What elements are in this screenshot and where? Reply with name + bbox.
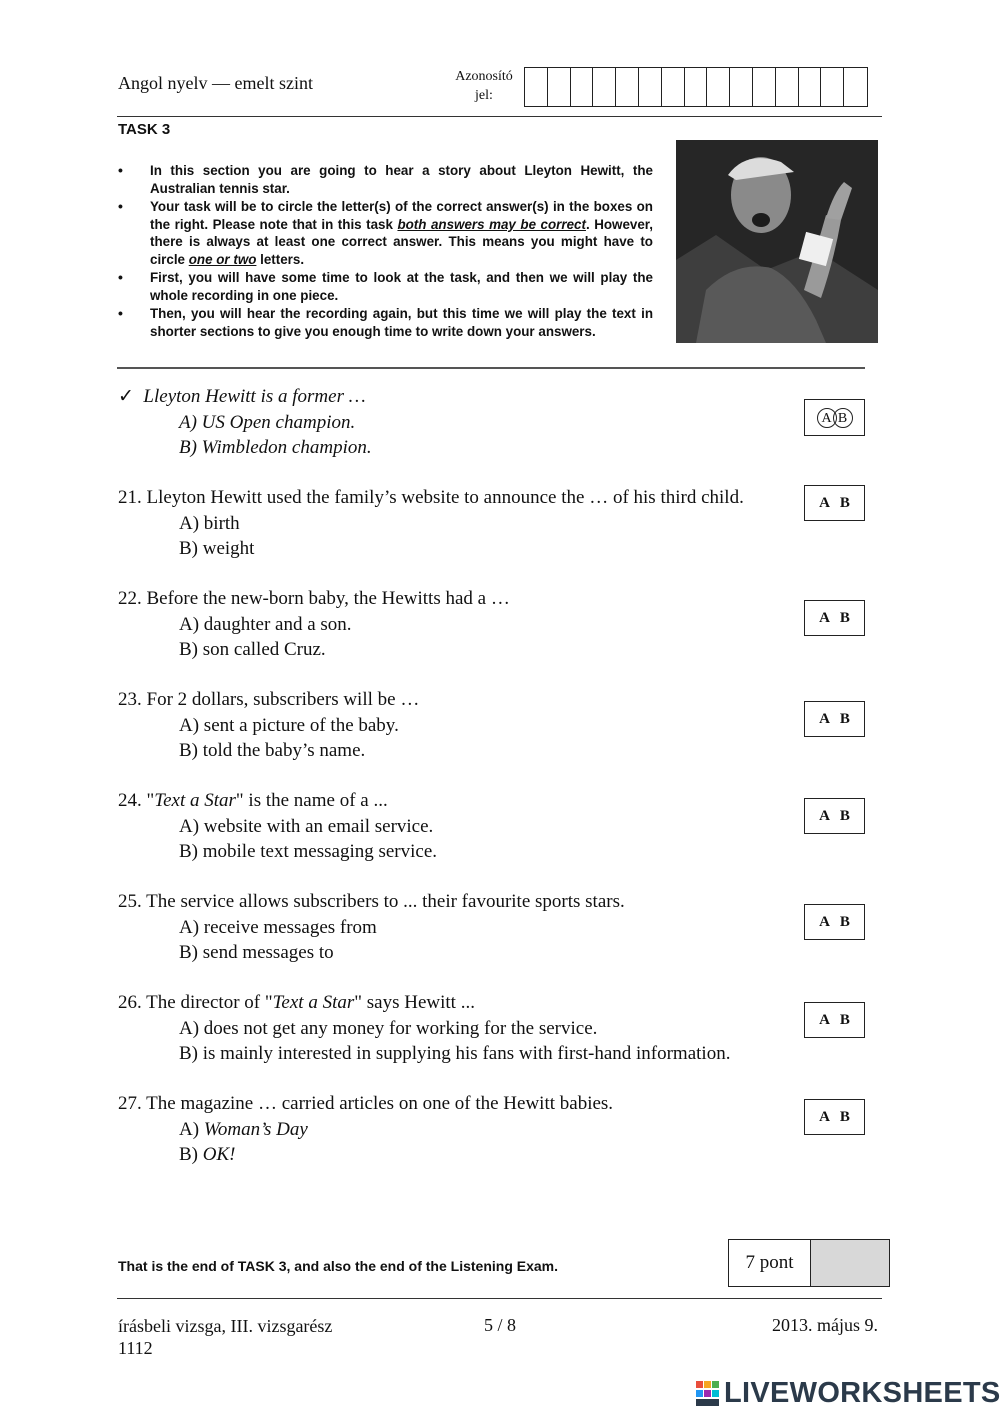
- id-cell[interactable]: [799, 68, 822, 106]
- option-b: B) is mainly interested in supplying his fans with first-hand information.: [179, 1043, 731, 1064]
- circled-a: A: [817, 408, 837, 428]
- answer-b[interactable]: B: [839, 609, 850, 626]
- option-a: A) daughter and a son.: [179, 613, 352, 635]
- answer-a[interactable]: A: [819, 1011, 830, 1028]
- circled-b: B: [833, 408, 853, 428]
- id-label-line1: Azonosító: [455, 69, 513, 84]
- section-rule: [117, 367, 865, 369]
- id-cell[interactable]: [821, 68, 844, 106]
- question-22: [118, 586, 510, 663]
- example-answer-box: [804, 399, 865, 436]
- answer-box-23[interactable]: [804, 701, 865, 737]
- stem-italic: Text a Star: [154, 790, 236, 811]
- answer-b[interactable]: B: [839, 913, 850, 930]
- answer-b[interactable]: B: [839, 807, 850, 824]
- answer-box-25[interactable]: [804, 904, 865, 940]
- id-cell[interactable]: [571, 68, 594, 106]
- example-stem-text: Lleyton Hewitt is a former …: [143, 386, 366, 407]
- option-a: A) sent a picture of the baby.: [179, 714, 399, 736]
- question-25: [118, 889, 625, 966]
- option-italic: Woman’s Day: [203, 1118, 308, 1140]
- instruction-emphasis: one or two: [188, 252, 257, 268]
- option-italic: OK!: [202, 1144, 236, 1165]
- answer-box-27[interactable]: [804, 1099, 865, 1135]
- score-box: [728, 1239, 890, 1287]
- answer-b[interactable]: B: [839, 1108, 850, 1125]
- answer-b[interactable]: B: [839, 710, 850, 727]
- stem-text: 24. ": [118, 790, 155, 811]
- footer-code: 1112: [118, 1338, 153, 1358]
- page-number: 5 / 8: [484, 1315, 517, 1335]
- answer-box-22[interactable]: [804, 600, 865, 636]
- question-26: [118, 990, 730, 1067]
- answer-box-24[interactable]: [804, 798, 865, 834]
- score-fill-field[interactable]: [811, 1240, 889, 1286]
- question-stem: [118, 990, 730, 1016]
- option-b: B) told the baby’s name.: [179, 740, 366, 761]
- footer-exam-part: írásbeli vizsga, III. vizsgarész: [118, 1316, 333, 1336]
- id-cell[interactable]: [844, 68, 867, 106]
- answer-b[interactable]: B: [839, 494, 850, 511]
- option-a: A) does not get any money for working for the service.: [179, 1017, 598, 1039]
- question-24: [118, 788, 437, 865]
- end-of-task-text: That is the end of TASK 3, and also the end of the Listening Exam.: [118, 1258, 559, 1274]
- stem-text: " is the name of a ...: [235, 790, 388, 811]
- option-b: [118, 1142, 613, 1168]
- id-cell[interactable]: [776, 68, 799, 106]
- score-label: 7 pont: [729, 1240, 811, 1286]
- instruction-item: • In this section you are going to hear a story about Lleyton Hewitt, the Australian tennis star.: [118, 162, 653, 197]
- option-b: B) send messages to: [179, 942, 334, 963]
- id-cell[interactable]: [639, 68, 662, 106]
- question-stem: [118, 788, 437, 814]
- check-icon: ✓: [118, 386, 134, 407]
- liveworksheets-wordmark: LIVEWORKSHEETS: [724, 1377, 1000, 1409]
- liveworksheets-logo: [696, 1377, 1000, 1410]
- option-b: B) son called Cruz.: [179, 639, 326, 660]
- id-cell[interactable]: [753, 68, 776, 106]
- question-stem: 25. The service allows subscribers to ... their favourite sports stars.: [118, 891, 625, 912]
- answer-a[interactable]: A: [819, 1108, 830, 1125]
- instruction-text: letters.: [256, 252, 305, 268]
- answer-a[interactable]: A: [819, 710, 830, 727]
- id-cell[interactable]: [685, 68, 708, 106]
- id-cell[interactable]: [616, 68, 639, 106]
- stem-text: 26. The director of ": [118, 992, 273, 1013]
- option-a: A) birth: [179, 512, 240, 534]
- question-27: [118, 1091, 613, 1168]
- player-illustration: [676, 140, 878, 343]
- example-stem: [118, 384, 372, 410]
- instruction-text: Your task will be to circle the letter(s) of the correct answer(s) in the boxes on the right. Please note that in this task: [150, 198, 653, 232]
- stem-italic: Text a Star: [272, 992, 355, 1013]
- id-cell[interactable]: [548, 68, 571, 106]
- instruction-item: [118, 198, 653, 269]
- footer-left: [118, 1315, 332, 1359]
- id-cell[interactable]: [707, 68, 730, 106]
- exam-subject: Angol nyelv — emelt szint: [118, 73, 313, 93]
- question-stem: 21. Lleyton Hewitt used the family’s website to announce the … of his third child.: [118, 487, 744, 508]
- option-b: B) weight: [179, 538, 255, 559]
- id-cell[interactable]: [525, 68, 548, 106]
- example-option-a: A) US Open champion.: [179, 411, 356, 433]
- option-a: [118, 1117, 613, 1143]
- id-cell[interactable]: [730, 68, 753, 106]
- question-stem: 27. The magazine … carried articles on one of the Hewitt babies.: [118, 1093, 614, 1114]
- exam-date: 2013. május 9.: [772, 1315, 878, 1335]
- instruction-emphasis: both answers may be correct: [397, 216, 586, 232]
- task-title: TASK 3: [118, 121, 171, 138]
- answer-a[interactable]: A: [819, 807, 830, 824]
- question-stem: 23. For 2 dollars, subscribers will be …: [118, 689, 420, 710]
- answer-a[interactable]: A: [819, 913, 830, 930]
- answer-box-21[interactable]: [804, 485, 865, 521]
- id-label: [446, 67, 522, 105]
- answer-box-26[interactable]: [804, 1002, 865, 1038]
- instructions-list: [118, 162, 653, 341]
- answer-a[interactable]: A: [819, 609, 830, 626]
- id-cell[interactable]: [662, 68, 685, 106]
- option-letter: A): [179, 1118, 204, 1140]
- id-cell[interactable]: [593, 68, 616, 106]
- option-b: B) mobile text messaging service.: [179, 841, 438, 862]
- question-stem: 22. Before the new-born baby, the Hewitts had a …: [118, 588, 510, 609]
- stem-text: " says Hewitt ...: [354, 992, 475, 1013]
- question-23: [118, 687, 419, 764]
- liveworksheets-mark-icon: [696, 1381, 720, 1407]
- footer-rule: [117, 1298, 882, 1299]
- question-21: [118, 485, 744, 562]
- example-option-b: B) Wimbledon champion.: [179, 437, 372, 458]
- example-question: [118, 384, 372, 461]
- header-rule: [117, 116, 882, 117]
- instruction-text: . However, there is always at least one correct answer. This means you might have to circle: [150, 216, 653, 268]
- instruction-item: • Then, you will hear the recording again, but this time we will play the text in shorter sections to give you enough time to write down your answers.: [118, 305, 653, 340]
- tennis-player-photo: [676, 140, 878, 343]
- id-label-line2: jel:: [475, 88, 493, 103]
- option-letter: B): [179, 1144, 203, 1165]
- answer-b[interactable]: B: [839, 1011, 850, 1028]
- instruction-item: • First, you will have some time to look at the task, and then we will play the whole recording in one piece.: [118, 269, 653, 304]
- option-a: A) website with an email service.: [179, 815, 434, 837]
- id-code-boxes[interactable]: [524, 67, 868, 107]
- answer-a[interactable]: A: [819, 494, 830, 511]
- option-a: A) receive messages from: [179, 916, 377, 938]
